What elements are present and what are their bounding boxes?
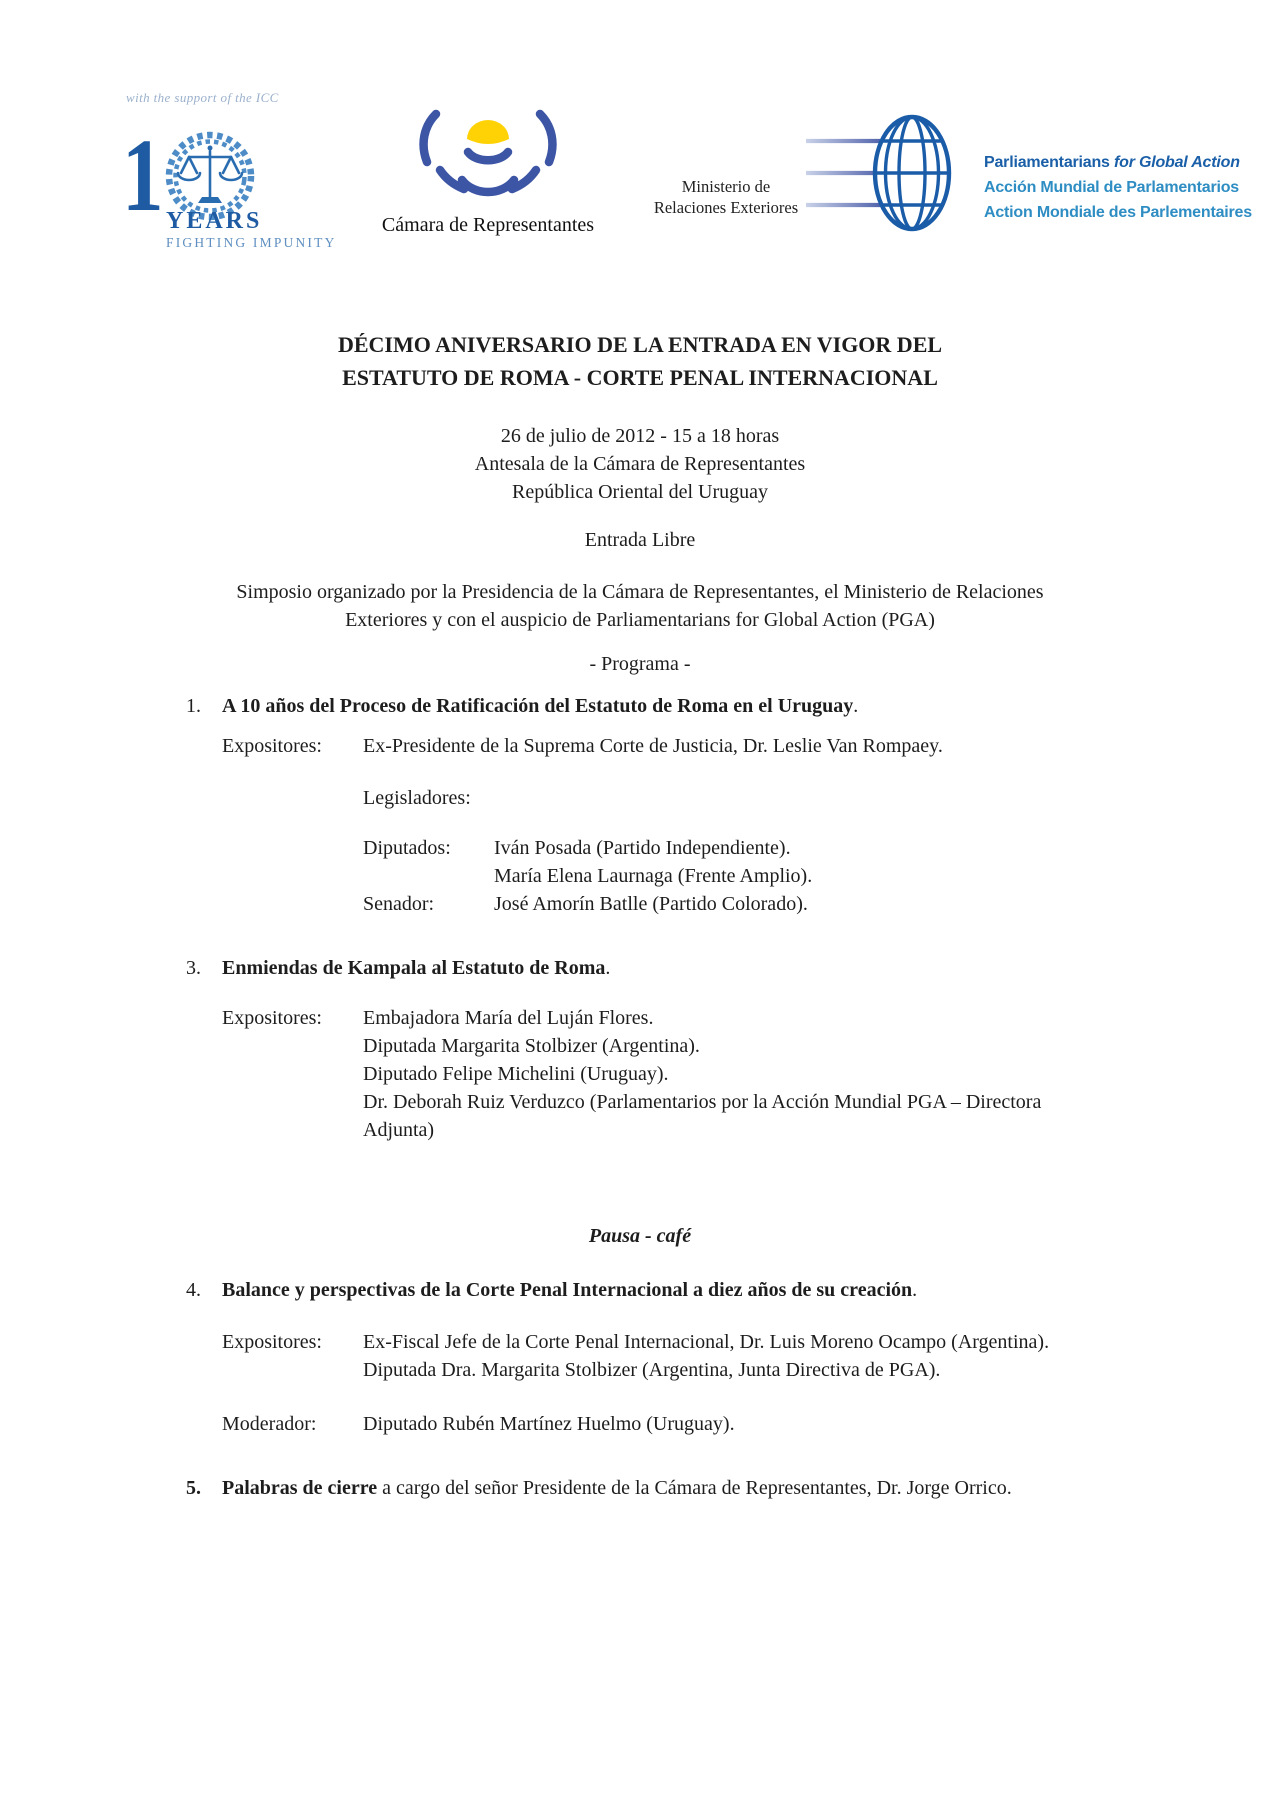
diputados-row (363, 834, 1220, 862)
title-line2: ESTATUTO DE ROMA - CORTE PENAL INTERNACIONAL (342, 365, 938, 390)
expositores-list (363, 1004, 1108, 1144)
ministerio-line2: Relaciones Exteriores (653, 198, 799, 217)
pga-line2: Acción Mundial de Parlamentarios (984, 179, 1239, 196)
expositor-name: Diputada Dra. Margarita Stolbizer (Argentina, Junta Directiva de PGA). (363, 1359, 941, 1381)
legisladores-label: Legisladores: (363, 787, 471, 809)
program-section-4 (0, 1276, 1280, 1438)
expositores-label: Expositores: (222, 735, 322, 757)
expositores-list (363, 1328, 1108, 1384)
expositor-name: Diputada Margarita Stolbizer (Argentina). (363, 1035, 700, 1057)
pga-line1: Parliamentarians for Global Action (984, 154, 1240, 171)
legisladores-list (222, 834, 1220, 918)
event-datetime: 26 de julio de 2012 - 15 a 18 horas (500, 425, 780, 447)
organizer-paragraph (0, 578, 1280, 634)
senador-name: José Amorín Batlle (Partido Colorado). (494, 893, 808, 915)
title-line1: DÉCIMO ANIVERSARIO DE LA ENTRADA EN VIGOR DEL (337, 332, 943, 357)
diputado-name: María Elena Laurnaga (Frente Amplio). (494, 865, 813, 887)
organizer-line2: Exteriores y con el auspicio de Parliamentarians for Global Action (PGA) (345, 609, 935, 631)
expositores-row (222, 732, 1220, 760)
event-meta (0, 422, 1280, 506)
senador-label: Senador: (363, 893, 435, 915)
section-number: 1. (186, 695, 201, 717)
moderador-label: Moderador: (222, 1413, 317, 1435)
program-section-5 (0, 1474, 1280, 1502)
program-section-3 (0, 954, 1280, 1144)
event-venue: Antesala de la Cámara de Representantes (474, 453, 806, 475)
expositores-row (222, 1328, 1220, 1384)
admission-note: Entrada Libre (584, 529, 696, 551)
expositor-value: Ex-Presidente de la Suprema Corte de Justicia, Dr. Leslie Van Rompaey. (363, 735, 943, 757)
program-heading: - Programa - (589, 653, 691, 675)
section-number: 5. (186, 1477, 201, 1499)
pga-line3: Action Mondiale des Parlementaires (984, 204, 1252, 221)
camara-label: Cámara de Representantes (381, 214, 595, 236)
expositor-name: Embajadora María del Luján Flores. (363, 1007, 654, 1029)
moderador-name: Diputado Rubén Martínez Huelmo (Uruguay). (363, 1413, 735, 1435)
expositores-label: Expositores: (222, 1331, 322, 1353)
diputados-label: Diputados: (363, 837, 451, 859)
icc-years-label: YEARS (166, 208, 263, 234)
icc-support-text: with the support of the ICC (126, 90, 279, 105)
expositores-row (222, 1004, 1220, 1144)
expositor-name: Dr. Deborah Ruiz Verduzco (Parlamentarios por la Acción Mundial PGA – Directora Adjunta) (363, 1091, 1042, 1141)
section-heading: A 10 años del Proceso de Ratificación del Estatuto de Roma en el Uruguay. (222, 695, 859, 717)
moderador-row (222, 1410, 1220, 1438)
document-title (0, 328, 1280, 394)
section-number: 4. (186, 1279, 201, 1301)
expositores-label: Expositores: (222, 1007, 322, 1029)
organizer-line1: Simposio organizado por la Presidencia de la Cámara de Representantes, el Ministerio de Relaciones (236, 581, 1044, 603)
ministerio-line1: Ministerio de (681, 177, 771, 196)
event-country: República Oriental del Uruguay (511, 481, 769, 503)
coffee-break-note: Pausa - café (588, 1225, 692, 1247)
svg-text:1: 1 (122, 118, 164, 234)
diputados-row (363, 862, 1220, 890)
program-section-1 (0, 692, 1280, 918)
section-heading: Enmiendas de Kampala al Estatuto de Roma. (222, 957, 611, 979)
section-number: 3. (186, 957, 201, 979)
legisladores-row (222, 784, 1220, 812)
section-heading: Balance y perspectivas de la Corte Penal Internacional a diez años de su creación. (222, 1279, 918, 1301)
icc-tagline: FIGHTING IMPUNITY (166, 235, 337, 250)
senador-row (363, 890, 1220, 918)
expositor-name: Ex-Fiscal Jefe de la Corte Penal Internacional, Dr. Luis Moreno Ocampo (Argentina). (363, 1331, 1050, 1353)
diputado-name: Iván Posada (Partido Independiente). (494, 837, 791, 859)
expositor-name: Diputado Felipe Michelini (Uruguay). (363, 1063, 669, 1085)
closing-line: Palabras de cierre a cargo del señor Presidente de la Cámara de Representantes, Dr. Jorge Orrico. (222, 1477, 1012, 1499)
